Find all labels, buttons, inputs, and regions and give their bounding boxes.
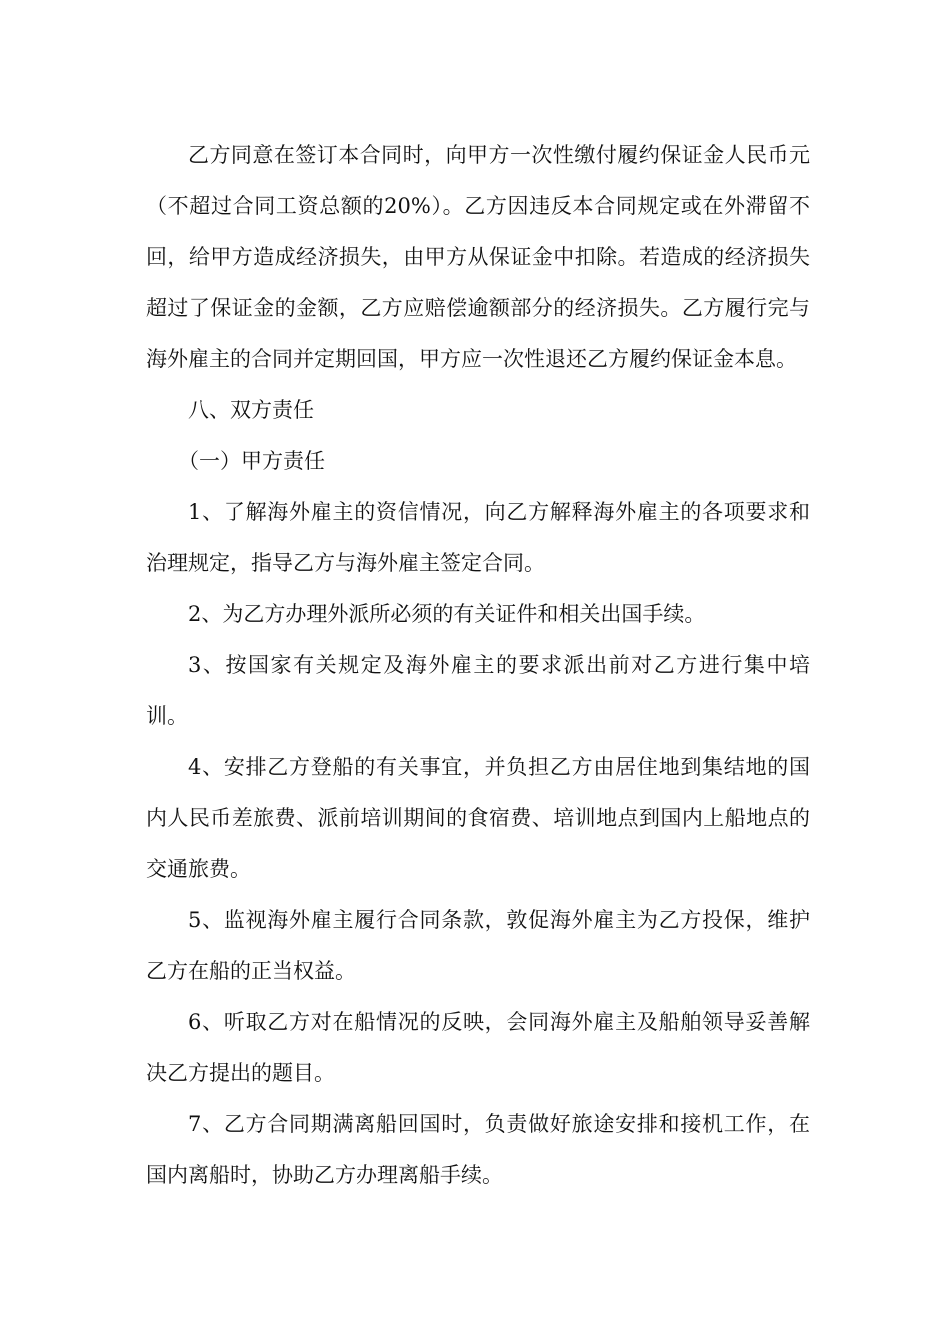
paragraph-deposit: 乙方同意在签订本合同时，向甲方一次性缴付履约保证金人民币元（不超过合同工资总额的20%）。乙方因违反本合同规定或在外滞留不回，给甲方造成经济损失，由甲方从保证金中扣除。若造成的经济损失超过了保证金的金额，乙方应赔偿逾额部分的经济损失。乙方履行完与海外雇主的合同并定期回国，甲方应一次性退还乙方履约保证金本息。 [146,143,810,371]
list-item-1: 1、了解海外雇主的资信情况，向乙方解释海外雇主的各项要求和治理规定，指导乙方与海外雇主签定合同。 [146,500,810,575]
list-item-7: 7、乙方合同期满离船回国时，负责做好旅途安排和接机工作，在国内离船时，协助乙方办理离船手续。 [146,1112,810,1187]
list-item-3: 3、按国家有关规定及海外雇主的要求派出前对乙方进行集中培训。 [146,653,810,728]
document-page [146,130,810,1201]
section-heading-mutual-responsibilities: 八、双方责任 [188,398,314,422]
list-item-2: 2、为乙方办理外派所必须的有关证件和相关出国手续。 [188,602,706,626]
list-item-6: 6、听取乙方对在船情况的反映，会同海外雇主及船舶领导妥善解决乙方提出的题目。 [146,1010,810,1085]
list-item-4: 4、安排乙方登船的有关事宜，并负担乙方由居住地到集结地的国内人民币差旅费、派前培训期间的食宿费、培训地点到国内上船地点的交通旅费。 [146,755,810,881]
subheading-party-a-responsibilities: （一）甲方责任 [178,449,325,473]
list-item-5: 5、监视海外雇主履行合同条款，敦促海外雇主为乙方投保，维护乙方在船的正当权益。 [146,908,810,983]
